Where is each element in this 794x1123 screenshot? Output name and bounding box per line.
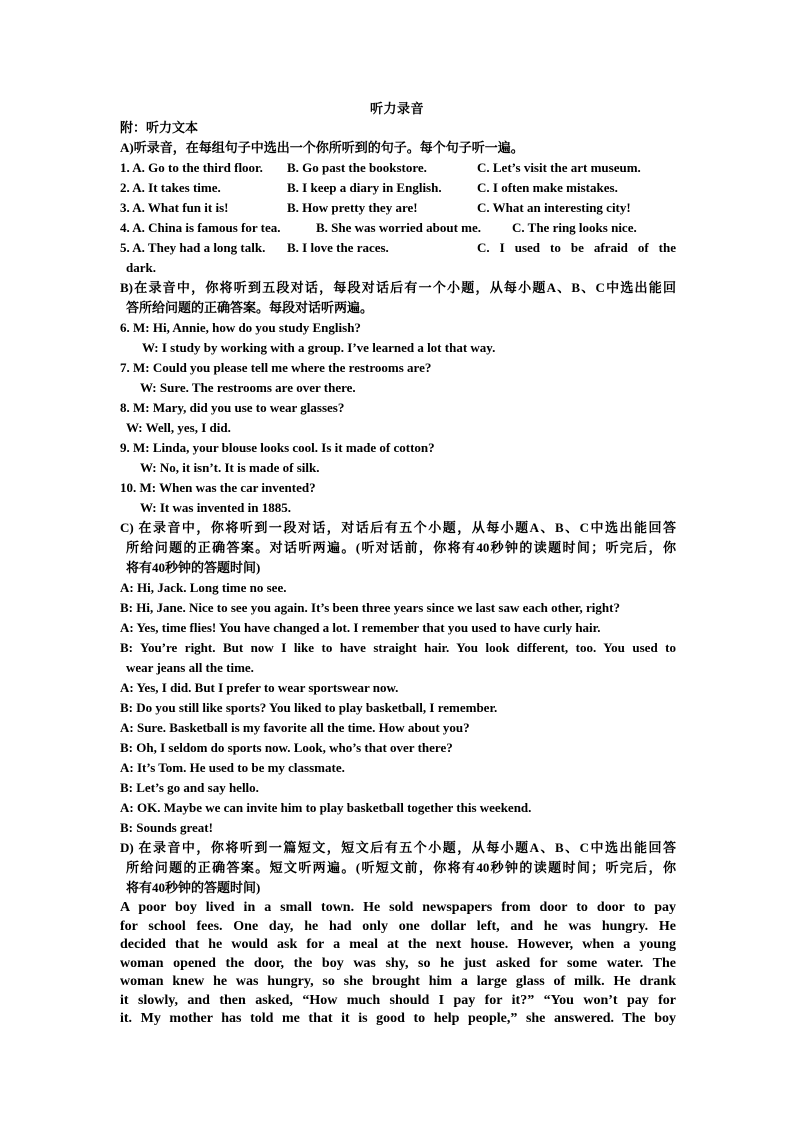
- section-b-instruction: 答所给问题的正确答案。每段对话听两遍。: [126, 300, 374, 315]
- passage-line: for school fees. One day, he had only one dollar left, and he was hungry. He: [120, 918, 676, 934]
- section-c-instruction: 将有40秒钟的答题时间): [126, 560, 261, 575]
- conversation-line: A: Yes, I did. But I prefer to wear sportswear now.: [120, 680, 399, 695]
- option-c: C. The ring looks nice.: [512, 220, 637, 235]
- passage-line: woman opened the door, the boy was shy, so he just asked for some water. The: [120, 955, 676, 971]
- dialog-answer: W: Well, yes, I did.: [126, 420, 231, 435]
- listening-passage: [120, 899, 676, 1029]
- section-a-item: [120, 158, 676, 178]
- conversation-line: A: Yes, time flies! You have changed a lot. I remember that you used to have curly hair.: [120, 620, 601, 635]
- option-b: B. I love the races.: [287, 240, 389, 255]
- option-a: 1. A. Go to the third floor.: [120, 160, 263, 175]
- passage-line: decided that he would ask for a meal at the next house. However, when a young: [120, 937, 676, 952]
- conversation-line: B: Sounds great!: [120, 820, 213, 835]
- appendix-heading: 附：听力文本: [120, 120, 199, 135]
- section-a-item: [120, 198, 676, 218]
- section-a-instruction: A)听录音，在每组句子中选出一个你所听到的句子。每个句子听一遍。: [120, 140, 524, 155]
- option-c-continued: dark.: [126, 260, 156, 275]
- dialog-answer: W: Sure. The restrooms are over there.: [140, 380, 356, 395]
- conversation-line: B: Hi, Jane. Nice to see you again. It’s been three years since we last saw each other, right?: [120, 600, 620, 615]
- option-b: B. Go past the bookstore.: [287, 160, 427, 175]
- option-c: C. What an interesting city!: [477, 200, 631, 215]
- section-b-instruction: B)在录音中，你将听到五段对话，每段对话后有一个小题，从每小题A、B、C中选出能回: [120, 280, 676, 295]
- dialog-question: 8. M: Mary, did you use to wear glasses?: [120, 400, 345, 415]
- option-b: B. How pretty they are!: [287, 200, 418, 215]
- option-b: B. She was worried about me.: [316, 220, 482, 235]
- option-c: C. I used to be afraid of the: [477, 240, 676, 255]
- dialog-answer: W: No, it isn’t. It is made of silk.: [140, 460, 320, 475]
- option-b: B. I keep a diary in English.: [287, 180, 442, 195]
- passage-line: woman knew he was hungry, so she brought him a large glass of milk. He drank: [120, 974, 676, 989]
- dialog-question: 7. M: Could you please tell me where the restrooms are?: [120, 360, 432, 375]
- conversation-line: A: Sure. Basketball is my favorite all the time. How about you?: [120, 720, 470, 735]
- conversation-line: B: You’re right. But now I like to have straight hair. You look different, too. You used to: [120, 640, 676, 655]
- section-d-instruction: 所给问题的正确答案。短文听两遍。(听短文前，你将有40秒钟的读题时间；听完后，你: [126, 860, 676, 875]
- section-d-instruction: 将有40秒钟的答题时间): [126, 880, 261, 895]
- option-c: C. I often make mistakes.: [477, 180, 618, 195]
- passage-line: it slowly, and then asked, “How much should I pay for it?” “You won’t pay for: [120, 992, 676, 1008]
- dialog-answer: W: It was invented in 1885.: [140, 500, 291, 515]
- conversation-line: B: Let’s go and say hello.: [120, 780, 259, 795]
- page-title: 听力录音: [369, 101, 424, 116]
- section-a-item: [120, 238, 676, 258]
- passage-line: it. My mother has told me that it is good to help people,” she answered. The boy: [120, 1011, 676, 1026]
- option-a: 4. A. China is famous for tea.: [120, 220, 281, 235]
- dialog-answer: W: I study by working with a group. I’ve learned a lot that way.: [142, 340, 496, 355]
- conversation-line: wear jeans all the time.: [126, 660, 254, 675]
- dialog-question: 10. M: When was the car invented?: [120, 480, 316, 495]
- option-c: C. Let’s visit the art museum.: [477, 160, 641, 175]
- section-a-item: [120, 218, 676, 238]
- dialog-question: 9. M: Linda, your blouse looks cool. Is it made of cotton?: [120, 440, 435, 455]
- option-a: 2. A. It takes time.: [120, 180, 221, 195]
- conversation-line: A: Hi, Jack. Long time no see.: [120, 580, 287, 595]
- dialog-question: 6. M: Hi, Annie, how do you study English?: [120, 320, 361, 335]
- section-a-item: [120, 178, 676, 198]
- section-c-instruction: 所给问题的正确答案。对话听两遍。(听对话前，你将有40秒钟的读题时间；听完后，你: [126, 540, 676, 555]
- section-d-instruction: D) 在录音中，你将听到一篇短文，短文后有五个小题，从每小题A、B、C中选出能回答: [120, 840, 676, 855]
- passage-line: A poor boy lived in a small town. He sold newspapers from door to door to pay: [120, 900, 676, 915]
- conversation-line: A: It’s Tom. He used to be my classmate.: [120, 760, 345, 775]
- conversation-line: B: Oh, I seldom do sports now. Look, who’s that over there?: [120, 740, 453, 755]
- option-a: 3. A. What fun it is!: [120, 200, 229, 215]
- section-c-instruction: C) 在录音中，你将听到一段对话，对话后有五个小题，从每小题A、B、C中选出能回答: [120, 520, 676, 535]
- conversation-line: A: OK. Maybe we can invite him to play basketball together this weekend.: [120, 800, 532, 815]
- document-body: [120, 118, 676, 1029]
- option-a: 5. A. They had a long talk.: [120, 240, 266, 255]
- conversation-line: B: Do you still like sports? You liked to play basketball, I remember.: [120, 700, 498, 715]
